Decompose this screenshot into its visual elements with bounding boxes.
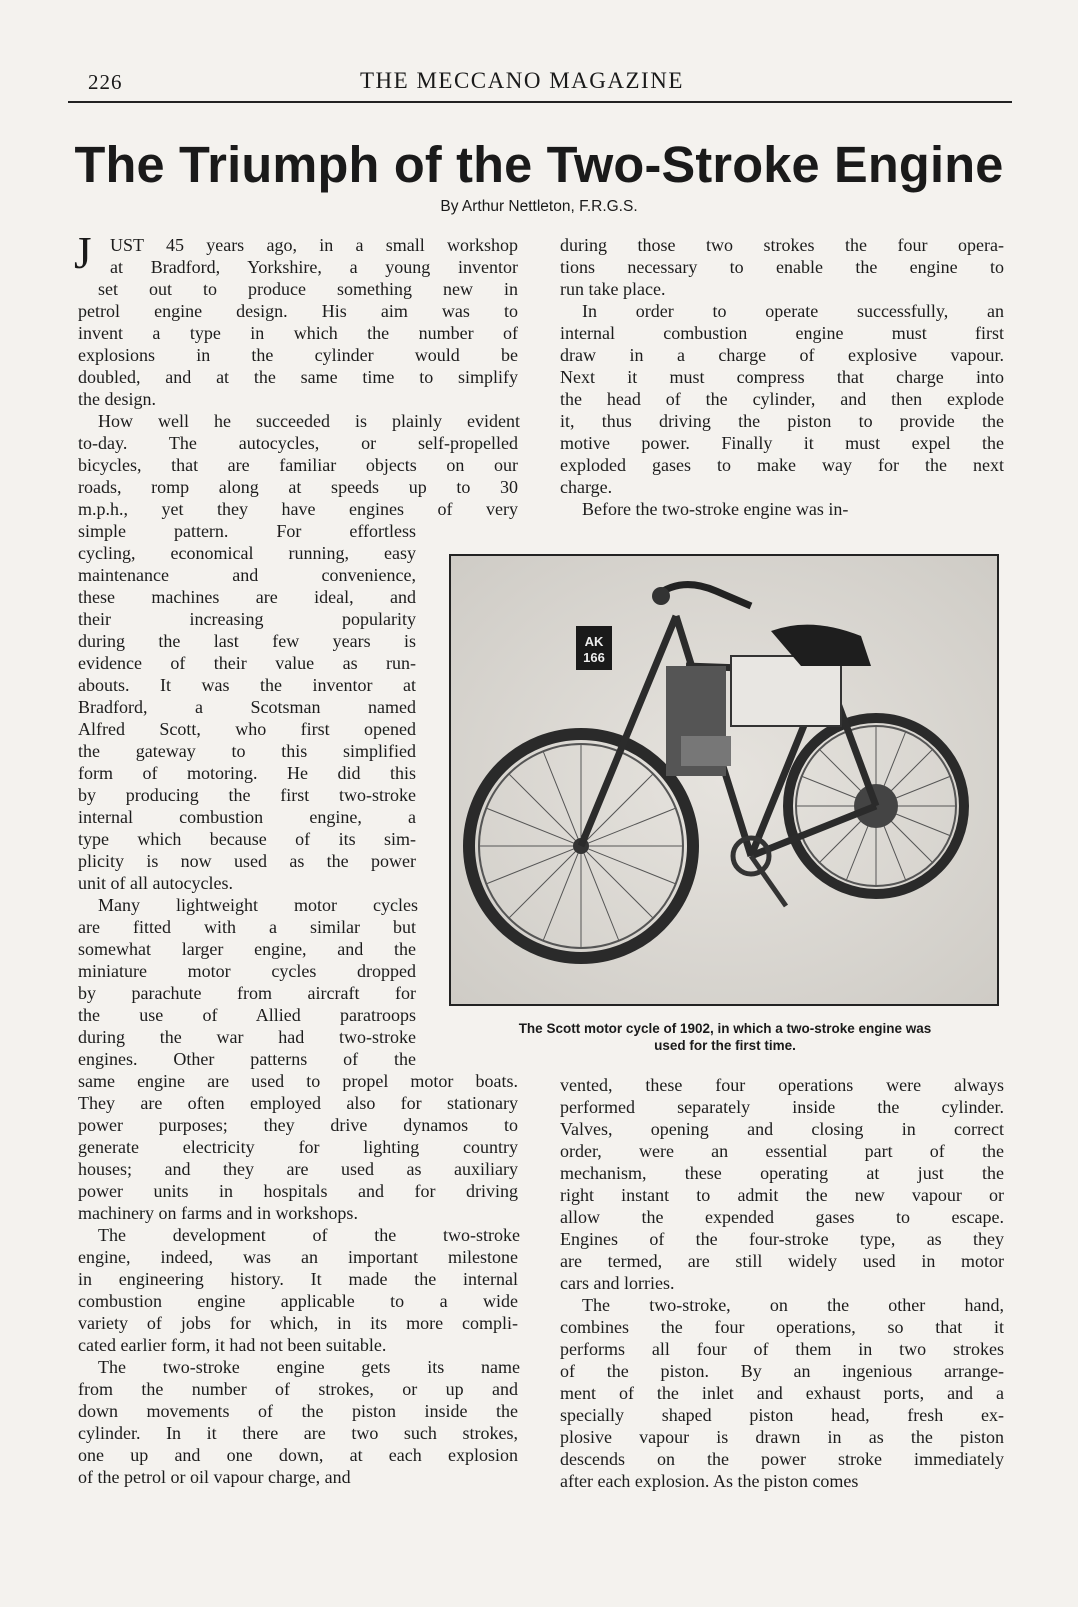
text-line: to-day. The autocycles, or self-propelled xyxy=(78,433,518,453)
text-line: from the number of strokes, or up and xyxy=(78,1379,518,1399)
text-line: evidence of their value as run- xyxy=(78,653,416,673)
text-line: m.p.h., yet they have engines of very xyxy=(78,499,518,519)
text-line: one up and one down, at each explosion xyxy=(78,1445,518,1465)
text-line: it, thus driving the piston to provide the xyxy=(560,411,1004,431)
text-line: these machines are ideal, and xyxy=(78,587,416,607)
caption-line-2: used for the first time. xyxy=(654,1038,796,1053)
text-line: are termed, are still widely used in motor xyxy=(560,1251,1004,1271)
text-line: the use of Allied paratroops xyxy=(78,1005,416,1025)
text-line: plosive vapour is drawn in as the piston xyxy=(560,1427,1004,1447)
text-line: internal combustion engine, a xyxy=(78,807,416,827)
text-line: in engineering history. It made the internal xyxy=(78,1269,518,1289)
text-line: power purposes; they drive dynamos to xyxy=(78,1115,518,1135)
text-line: tions necessary to enable the engine to xyxy=(560,257,1004,277)
text-line: machinery on farms and in workshops. xyxy=(78,1203,358,1223)
text-line: bicycles, that are familiar objects on our xyxy=(78,455,518,475)
text-line: Many lightweight motor cycles xyxy=(98,895,418,915)
text-line: mechanism, these operating at just the xyxy=(560,1163,1004,1183)
page-number: 226 xyxy=(88,70,123,94)
magazine-title: THE MECCANO MAGAZINE xyxy=(360,68,684,93)
text-line: of the piston. By an ingenious arrange- xyxy=(560,1361,1004,1381)
text-line: The two-stroke engine gets its name xyxy=(98,1357,520,1377)
text-line: abouts. It was the inventor at xyxy=(78,675,416,695)
text-line: generate electricity for lighting country xyxy=(78,1137,518,1157)
text-line: Before the two-stroke engine was in- xyxy=(582,499,849,519)
text-line: by parachute from aircraft for xyxy=(78,983,416,1003)
text-line: power units in hospitals and for driving xyxy=(78,1181,518,1201)
text-line: petrol engine design. His aim was to xyxy=(78,301,518,321)
text-line: order, were an essential part of the xyxy=(560,1141,1004,1161)
text-line: during those two strokes the four opera- xyxy=(560,235,1004,255)
text-line: houses; and they are used as auxiliary xyxy=(78,1159,518,1179)
text-line: the design. xyxy=(78,389,156,409)
text-line: down movements of the piston inside the xyxy=(78,1401,518,1421)
text-line: invent a type in which the number of xyxy=(78,323,518,343)
text-line: Alfred Scott, who first opened xyxy=(78,719,416,739)
text-line: during the last few years is xyxy=(78,631,416,651)
figure-caption xyxy=(440,1020,1010,1054)
text-line: cylinder. In it there are two such strokes, xyxy=(78,1423,518,1443)
text-line: the gateway to this simplified xyxy=(78,741,416,761)
text-line: after each explosion. As the piston comes xyxy=(560,1471,859,1491)
text-line: Bradford, a Scotsman named xyxy=(78,697,416,717)
text-line: vented, these four operations were always xyxy=(560,1075,1004,1095)
motorcycle-photo xyxy=(449,554,999,1006)
text-line: exploded gases to make way for the next xyxy=(560,455,1004,475)
text-line: unit of all autocycles. xyxy=(78,873,233,893)
text-line: How well he succeeded is plainly evident xyxy=(98,411,520,431)
text-line: combustion engine applicable to a wide xyxy=(78,1291,518,1311)
article-byline: By Arthur Nettleton, F.R.G.S. xyxy=(440,198,638,215)
motorcycle-illustration xyxy=(451,556,997,1004)
text-line: miniature motor cycles dropped xyxy=(78,961,416,981)
header-rule xyxy=(68,101,1012,103)
article-title: The Triumph of the Two-Stroke Engine xyxy=(74,136,1004,193)
text-line: Valves, opening and closing in correct xyxy=(560,1119,1004,1139)
text-line: by producing the first two-stroke xyxy=(78,785,416,805)
text-line: cated earlier form, it had not been suitable. xyxy=(78,1335,387,1355)
text-line: specially shaped piston head, fresh ex- xyxy=(560,1405,1004,1425)
text-line: performed separately inside the cylinder. xyxy=(560,1097,1004,1117)
text-line: somewhat larger engine, and the xyxy=(78,939,416,959)
text-line: UST 45 years ago, in a small workshop xyxy=(110,235,518,255)
text-line: are fitted with a similar but xyxy=(78,917,416,937)
text-line: The two-stroke, on the other hand, xyxy=(582,1295,1004,1315)
text-line: run take place. xyxy=(560,279,666,299)
text-line: explosions in the cylinder would be xyxy=(78,345,518,365)
text-line: descends on the power stroke immediately xyxy=(560,1449,1004,1469)
text-line: cars and lorries. xyxy=(560,1273,675,1293)
text-line: simple pattern. For effortless xyxy=(78,521,416,541)
text-line: Next it must compress that charge into xyxy=(560,367,1004,387)
plate-text-1: AK xyxy=(584,634,604,649)
text-line: right instant to admit the new vapour or xyxy=(560,1185,1004,1205)
text-line: doubled, and at the same time to simplify xyxy=(78,367,518,387)
text-line: form of motoring. He did this xyxy=(78,763,416,783)
text-line: motive power. Finally it must expel the xyxy=(560,433,1004,453)
text-line: plicity is now used as the power xyxy=(78,851,416,871)
text-line: engines. Other patterns of the xyxy=(78,1049,416,1069)
text-line: of the petrol or oil vapour charge, and xyxy=(78,1467,351,1487)
text-line: allow the expended gases to escape. xyxy=(560,1207,1004,1227)
caption-line-1: The Scott motor cycle of 1902, in which a two-stroke engine was xyxy=(518,1021,932,1036)
text-line: cycling, economical running, easy xyxy=(78,543,416,563)
text-line: Engines of the four-stroke type, as they xyxy=(560,1229,1004,1249)
drop-cap: J xyxy=(74,228,92,278)
text-line: set out to produce something new in xyxy=(98,279,518,299)
text-line: draw in a charge of explosive vapour. xyxy=(560,345,1004,365)
text-line: combines the four operations, so that it xyxy=(560,1317,1004,1337)
text-line: engine, indeed, was an important milestone xyxy=(78,1247,518,1267)
fuel-tank xyxy=(731,656,841,726)
text-line: roads, romp along at speeds up to 30 xyxy=(78,477,518,497)
text-line: They are often employed also for stationary xyxy=(78,1093,518,1113)
text-line: ment of the inlet and exhaust ports, and a xyxy=(560,1383,1004,1403)
text-line: during the war had two-stroke xyxy=(78,1027,416,1047)
text-line: the head of the cylinder, and then explode xyxy=(560,389,1004,409)
text-line: performs all four of them in two strokes xyxy=(560,1339,1004,1359)
text-line: type which because of its sim- xyxy=(78,829,416,849)
text-line: maintenance and convenience, xyxy=(78,565,416,585)
text-line: at Bradford, Yorkshire, a young inventor xyxy=(110,257,518,277)
text-line: In order to operate successfully, an xyxy=(582,301,1004,321)
text-line: variety of jobs for which, in its more compli- xyxy=(78,1313,518,1333)
text-line: same engine are used to propel motor boats. xyxy=(78,1071,518,1091)
text-line: internal combustion engine must first xyxy=(560,323,1004,343)
plate-text-2: 166 xyxy=(583,650,605,665)
text-line: The development of the two-stroke xyxy=(98,1225,520,1245)
text-line: their increasing popularity xyxy=(78,609,416,629)
text-line: charge. xyxy=(560,477,613,497)
